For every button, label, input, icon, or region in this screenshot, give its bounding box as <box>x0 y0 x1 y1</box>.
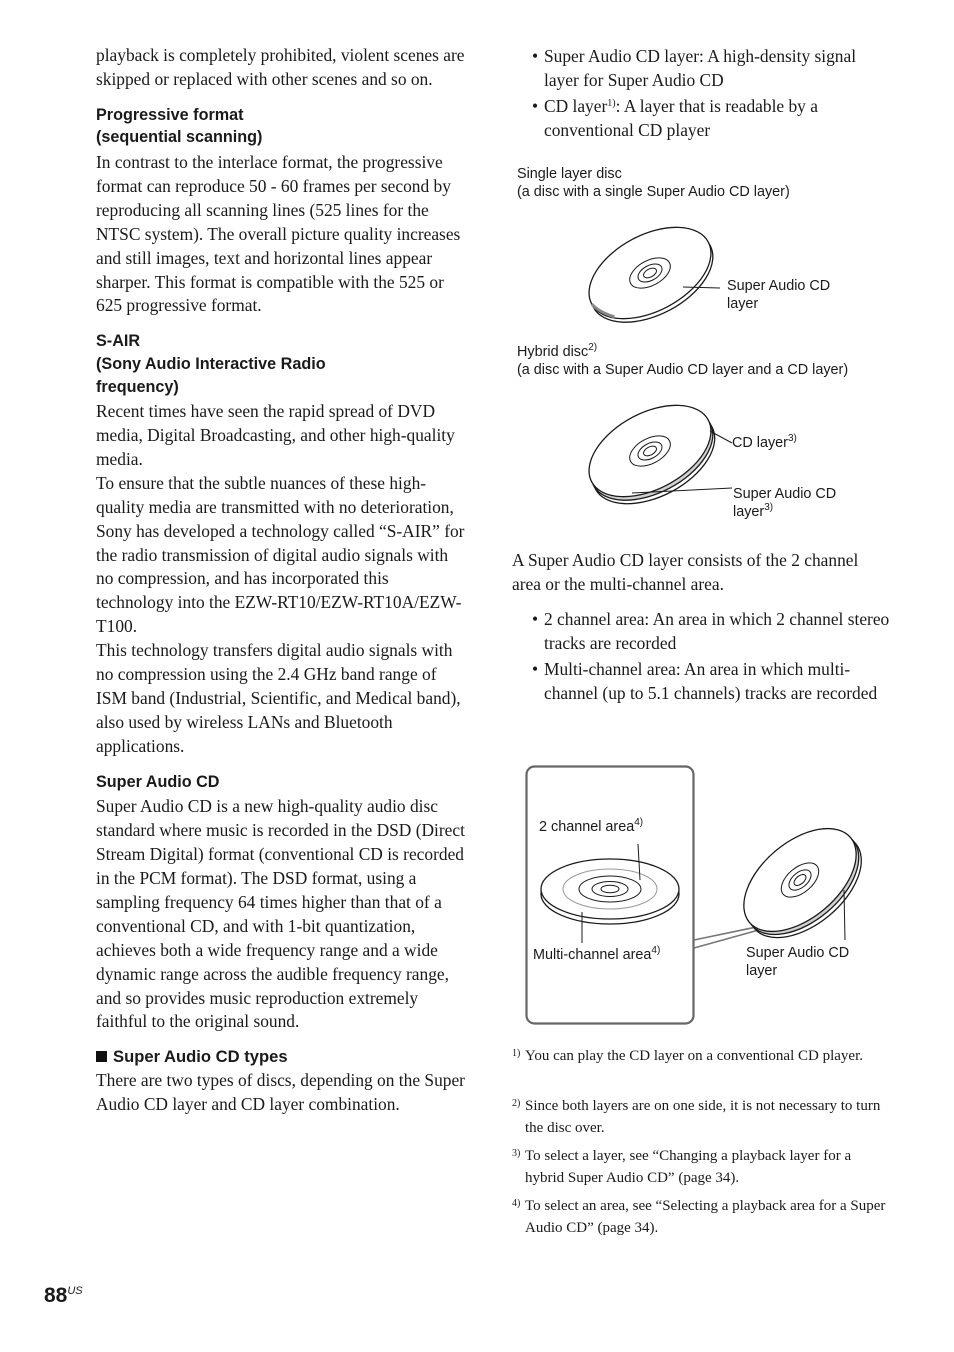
footnote-text: Since both layers are on one side, it is not necessary to turn the disc over. <box>525 1098 881 1136</box>
footnote-4 <box>512 1195 892 1239</box>
progressive-heading-line2: (sequential scanning) <box>96 128 263 147</box>
single-layer-title <box>517 166 790 201</box>
consists-paragraph: A Super Audio CD layer consists of the 2 channel area or the multi-channel area. <box>512 550 859 594</box>
hybrid-sacd-label-text: layer <box>733 503 765 520</box>
sair-body-3: This technology transfers digital audio signals with no compression using the 2.4 GHz band range of ISM band (Industrial, Scientific, and Medical band), also used by wireless LANs and Bluetooth applications. <box>96 640 461 756</box>
single-layer-title-line2: (a disc with a single Super Audio CD layer) <box>517 183 790 200</box>
hybrid-title-line2: (a disc with a Super Audio CD layer and a CD layer) <box>517 361 849 378</box>
progressive-heading-line1: Progressive format <box>96 105 244 124</box>
area-figure <box>520 760 880 1030</box>
sair-heading-line3: frequency) <box>96 377 179 396</box>
multi-channel-label-text: Multi-channel area <box>533 947 652 963</box>
progressive-body: In contrast to the interlace format, the progressive format can reproduce 50 - 60 frames per second by reproducing all scanning lines (525 lines for the NTSC system). The overall picture quality increases and still images, text and horizontal lines appear sharper. This format is compatible with the 525 or 625 progressive format. <box>96 152 461 316</box>
square-bullet-icon <box>96 1051 107 1062</box>
progressive-heading <box>96 104 466 149</box>
two-channel-label-text: 2 channel area <box>539 819 635 835</box>
footnote-mark: 2) <box>512 1098 521 1109</box>
hybrid-title <box>517 344 848 379</box>
sair-heading-line1: S-AIR <box>96 332 141 351</box>
single-layer-title-line1: Single layer disc <box>517 166 622 182</box>
bullet-multi-area: • Multi-channel area: An area in which multi-channel (up to 5.1 channels) tracks are recorded <box>512 658 890 706</box>
hybrid-sacd-label <box>733 486 836 521</box>
footnote-ref: 4) <box>651 945 661 956</box>
bullet-cd-layer <box>512 95 890 143</box>
footnote-text: To select an area, see “Selecting a playback area for a Super Audio CD” (page 34). <box>525 1198 886 1236</box>
bullet-sacd-layer: • Super Audio CD layer: A high-density signal layer for Super Audio CD <box>512 45 890 93</box>
single-layer-label-line1: Super Audio CD <box>727 278 831 294</box>
types-heading <box>96 1046 466 1069</box>
area-sacd-label-line2: layer <box>746 962 778 979</box>
types-heading-text: Super Audio CD types <box>113 1047 288 1067</box>
page-number <box>44 1284 83 1308</box>
cd-layer-label <box>732 435 797 453</box>
hybrid-title-line1 <box>517 344 848 362</box>
footnote-3 <box>512 1145 892 1189</box>
layer-definitions <box>512 45 890 143</box>
footnote-ref: 3) <box>764 501 774 513</box>
single-layer-label-line2: layer <box>727 295 759 312</box>
sair-heading <box>96 330 466 398</box>
sair-body-2: To ensure that the subtle nuances of these high-quality media are transmitted with no deterioration, Sony has developed a technology called “S-AIR” for the radio transmission of digital audio signals with no compression, and has incorporated this technology into the EZW-RT10/EZW-RT10A/EZW-T100. <box>96 472 465 637</box>
footnote-ref: 3) <box>787 433 797 444</box>
footnote-mark: 1) <box>512 1048 521 1059</box>
cd-layer-term: CD layer <box>544 95 608 116</box>
footnote-text: To select a layer, see “Changing a playback layer for a hybrid Super Audio CD” (page 34). <box>525 1148 852 1186</box>
footnote-ref: 1) <box>607 97 616 109</box>
bullet-2ch-area: • 2 channel area: An area in which 2 channel stereo tracks are recorded <box>512 608 890 656</box>
area-description <box>512 549 890 705</box>
area-sacd-label-line1: Super Audio CD <box>746 945 850 961</box>
hybrid-sacd-label-line1: Super Audio CD <box>733 486 837 502</box>
types-body: There are two types of discs, depending on the Super Audio CD layer and CD layer combination. <box>96 1069 465 1114</box>
hybrid-title-text: Hybrid disc <box>517 344 589 360</box>
left-column <box>96 44 466 1117</box>
footnote-2 <box>512 1095 892 1139</box>
sair-body-1: Recent times have seen the rapid spread of DVD media, Digital Broadcasting, and other high-quality media. <box>96 401 455 469</box>
sacd-body: Super Audio CD is a new high-quality audio disc standard where music is recorded in the DSD (Direct Stream Digital) format (conventional CD is recorded in the PCM format). The DSD format, using a sampling frequency 64 times higher than that of a conventional CD, and with 1-bit quantization, achieves both a wide frequency range and a wide dynamic range across the audible frequency range, and so provides music reproduction extremely faithful to the original sound. <box>96 796 465 1032</box>
footnote-ref: 4) <box>634 817 644 828</box>
page-number-value: 88 <box>44 1284 68 1307</box>
cd-layer-def: : A layer that is readable by a conventional CD player <box>544 95 818 140</box>
footnote-ref: 2) <box>588 342 598 353</box>
footnote-mark: 4) <box>512 1198 521 1209</box>
footnote-text: You can play the CD layer on a conventional CD player. <box>525 1048 863 1064</box>
hybrid-disc-icon <box>580 393 735 508</box>
layer-bullet-list <box>512 45 890 143</box>
single-layer-disc-icon <box>580 215 730 325</box>
area-bullet-list <box>512 608 890 706</box>
footnote-1 <box>512 1045 892 1067</box>
area-sacd-label <box>746 945 849 980</box>
hybrid-sacd-label-line2 <box>733 501 836 522</box>
page-region-suffix: US <box>67 1285 83 1297</box>
footnote-mark: 3) <box>512 1148 521 1159</box>
single-layer-label <box>727 278 830 313</box>
intro-paragraph: playback is completely prohibited, violent scenes are skipped or replaced with other scenes and so on. <box>96 45 465 89</box>
cd-layer-label-text: CD layer <box>732 435 788 451</box>
multi-channel-label <box>533 947 660 965</box>
sacd-heading: Super Audio CD <box>96 772 220 791</box>
sair-heading-line2: (Sony Audio Interactive Radio <box>96 354 326 373</box>
two-channel-label <box>539 819 643 837</box>
